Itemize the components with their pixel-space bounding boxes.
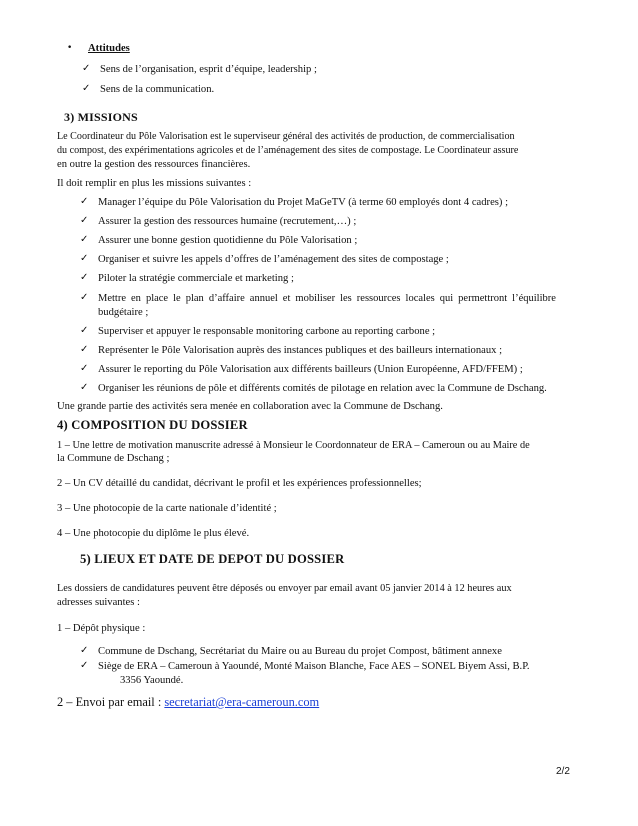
mission-item: Piloter la stratégie commerciale et marketing ; <box>98 273 294 284</box>
mission-item: Mettre en place le plan d’affaire annuel et mobiliser les ressources locales qui permettront l’équilibre <box>98 293 556 304</box>
mission-item: Manager l’équipe du Pôle Valorisation du Projet MaGeTV (à terme 60 employés dont 4 cadres) ; <box>98 197 509 208</box>
check-icon: ✓ <box>80 660 89 671</box>
depot-email-prefix: 2 – Envoi par email : <box>57 695 165 709</box>
missions-intro-line: en outre la gestion des ressources financières. <box>57 159 251 170</box>
missions-intro-line: Le Coordinateur du Pôle Valorisation est le superviseur général des activités de production, de commercialisation <box>57 131 515 142</box>
missions-closing: Une grande partie des activités sera menée en collaboration avec la Commune de Dschang. <box>57 401 443 412</box>
composition-item-continued: la Commune de Dschang ; <box>57 453 170 464</box>
depot-intro-continued: adresses suivantes : <box>57 597 140 608</box>
depot-intro: Les dossiers de candidatures peuvent être déposés ou envoyer par email avant 05 janvier 2014 à 12 heures aux <box>57 583 512 594</box>
depot-email-line <box>57 695 319 710</box>
mission-item: Assurer une bonne gestion quotidienne du Pôle Valorisation ; <box>98 235 358 246</box>
missions-heading: 3) MISSIONS <box>64 110 138 124</box>
depot-address: Siège de ERA – Cameroun à Yaoundé, Monté Maison Blanche, Face AES – SONEL Biyem Assi, B.P. <box>98 661 530 672</box>
check-icon: ✓ <box>80 292 89 303</box>
missions-lead: Il doit remplir en plus les missions suivantes : <box>57 178 252 189</box>
check-icon: ✓ <box>80 215 89 226</box>
mission-item: Superviser et appuyer le responsable monitoring carbone au reporting carbone ; <box>98 326 436 337</box>
attitude-item: Sens de l’organisation, esprit d’équipe, leadership ; <box>100 64 317 75</box>
check-icon: ✓ <box>82 83 91 94</box>
depot-heading: 5) LIEUX ET DATE DE DEPOT DU DOSSIER <box>80 552 345 566</box>
mission-item: Organiser les réunions de pôle et différents comités de pilotage en relation avec la Commune de Dschang. <box>98 383 547 394</box>
composition-item: 2 – Un CV détaillé du candidat, décrivant le profil et les expériences professionnelles; <box>57 478 422 489</box>
check-icon: ✓ <box>80 645 89 656</box>
check-icon: ✓ <box>80 344 89 355</box>
composition-item: 1 – Une lettre de motivation manuscrite adressé à Monsieur le Coordonnateur de ERA – Cameroun ou au Maire de <box>57 440 530 451</box>
attitude-item: Sens de la communication. <box>100 84 215 95</box>
check-icon: ✓ <box>80 325 89 336</box>
check-icon: ✓ <box>80 234 89 245</box>
page-number: 2/2 <box>556 766 570 777</box>
composition-item: 4 – Une photocopie du diplôme le plus élevé. <box>57 528 250 539</box>
mission-item: Organiser et suivre les appels d’offres de l’aménagement des sites de compostage ; <box>98 254 449 265</box>
check-icon: ✓ <box>80 196 89 207</box>
check-icon: ✓ <box>80 382 89 393</box>
mission-item-continued: budgétaire ; <box>98 307 149 318</box>
check-icon: ✓ <box>80 253 89 264</box>
email-link[interactable]: secretariat@era-cameroun.com <box>164 695 320 709</box>
depot-physical-label: 1 – Dépôt physique : <box>57 623 146 634</box>
depot-address: Commune de Dschang, Secrétariat du Maire ou au Bureau du projet Compost, bâtiment annexe <box>98 646 502 657</box>
check-icon: ✓ <box>82 63 91 74</box>
missions-intro-line: du compost, des expérimentations agricoles et de l’aménagement des sites de compostage. Le Coordinateur assure <box>57 145 519 156</box>
bullet-icon: • <box>67 43 73 53</box>
mission-item: Assurer le reporting du Pôle Valorisation aux différents bailleurs (Union Européenne, AFD/FFEM) ; <box>98 364 523 375</box>
depot-address-continued: 3356 Yaoundé. <box>120 675 184 686</box>
attitudes-title: Attitudes <box>88 43 130 54</box>
check-icon: ✓ <box>80 272 89 283</box>
mission-item: Assurer la gestion des ressources humaine (recrutement,…) ; <box>98 216 357 227</box>
composition-heading: 4) COMPOSITION DU DOSSIER <box>57 418 248 432</box>
mission-item: Représenter le Pôle Valorisation auprès des instances publiques et des bailleurs internationaux ; <box>98 345 503 356</box>
check-icon: ✓ <box>80 363 89 374</box>
composition-item: 3 – Une photocopie de la carte nationale d’identité ; <box>57 503 277 514</box>
